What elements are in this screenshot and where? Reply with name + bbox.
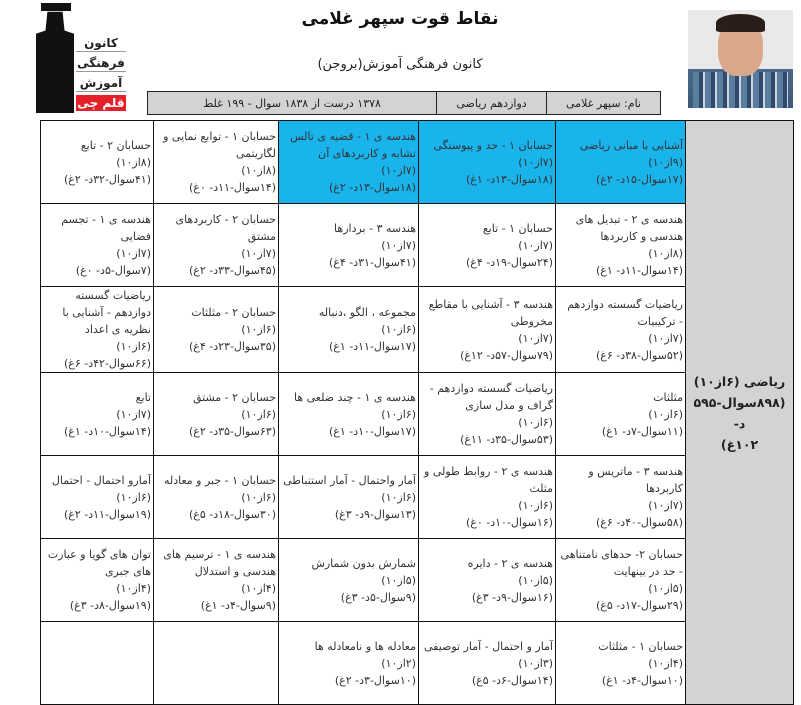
topic-score: (۷از۱۰): [116, 247, 151, 260]
topic-score: (۷از۱۰): [518, 238, 553, 252]
topic-topic: مثلثات: [653, 390, 683, 404]
topic-stats: (۱۶سوال-۱۰د- ۰غ): [465, 516, 553, 529]
topic-score: (۴از۱۰): [648, 656, 683, 670]
student-name: نام: سپهر غلامی: [546, 92, 660, 114]
topic-stats: (۹سوال-۴د- ۱غ): [200, 599, 276, 612]
topic-topic: معادله ها و نامعادله ها: [314, 639, 416, 653]
topic-cell: [154, 287, 279, 373]
topic-topic: ریاضیات گسسته دوازدهم - گراف و مدل سازی: [429, 382, 553, 412]
topic-score: (۸از۱۰): [116, 155, 151, 169]
topic-stats: (۱۴سوال-۶د- ۵غ): [471, 673, 553, 687]
page-title: نقاط قوت سپهر غلامی: [301, 9, 499, 29]
topic-stats: (۱۷سوال-۱۱د- ۱غ): [328, 340, 416, 353]
topic-stats: (۴۵سوال-۳۳د- ۲غ): [188, 264, 276, 277]
student-photo: [688, 10, 793, 108]
topic-topic: هندسه ی ۱ - تجسم فضایی: [61, 213, 151, 243]
topic-score: (۴از۱۰): [116, 582, 151, 595]
topic-score: (۶از۱۰): [518, 416, 553, 429]
topic-score: (۶از۱۰): [241, 323, 276, 336]
topic-score: (۸از۱۰): [648, 247, 683, 260]
table-row: [41, 121, 794, 204]
topic-topic: ریاضیات گسسته دوازدهم - آشنایی با نظریه ی اعداد: [62, 289, 151, 336]
topic-topic: هندسه ۳ - ماتریس و کاربردها: [588, 465, 683, 495]
topic-score: (۶از۱۰): [241, 490, 276, 504]
topic-stats: (۵۸سوال-۴۰د- ۶غ): [595, 516, 683, 529]
topic-score: (۷از۱۰): [116, 407, 151, 421]
topic-cell: [556, 622, 686, 705]
topic-topic: هندسه ی ۲ - تبدیل های هندسی و کاربردها: [575, 213, 683, 243]
table-row: [41, 204, 794, 287]
topic-topic: حسابان ۲- حدهای نامتناهی - حد در بینهایت: [560, 548, 683, 578]
topic-stats: (۳۰سوال-۱۸د- ۵غ): [188, 507, 276, 521]
student-grade: دوازدهم ریاضی: [436, 92, 546, 114]
topic-cell: [419, 121, 556, 204]
topic-cell: [556, 456, 686, 539]
topic-cell: [279, 121, 419, 204]
topic-stats: (۲۴سوال-۱۹د- ۴غ): [465, 255, 553, 269]
topic-score: (۶از۱۰): [381, 407, 416, 421]
topic-topic: آشنایی با مبانی ریاضی: [579, 138, 683, 152]
summary-line1: ریاضی (۶از۱۰): [693, 373, 786, 389]
topic-cell: [154, 539, 279, 622]
topic-topic: حسابان ۲ - مثلثات: [191, 306, 276, 319]
topic-topic: ریاضیات گسسته دوازدهم - ترکیبیات: [567, 297, 683, 328]
topic-cell: [556, 121, 686, 204]
topic-cell: [419, 287, 556, 373]
graduation-cap-icon: [41, 3, 71, 11]
topic-topic: حسابان ۱ - تابع: [482, 221, 553, 235]
topic-stats: (۳۵سوال-۲۳د- ۴غ): [188, 340, 276, 353]
table-row: [41, 287, 794, 373]
topic-cell: [279, 622, 419, 705]
empty-cell: [41, 622, 154, 705]
topic-cell: [419, 539, 556, 622]
kanoon-logo: [36, 3, 126, 113]
topic-score: (۶از۱۰): [241, 407, 276, 421]
topic-stats: (۷۹سوال-۵۷د- ۱۲غ): [460, 348, 553, 362]
topic-topic: هندسه ۳ - بردارها: [334, 221, 416, 235]
topic-stats: (۴۱سوال-۳۱د- ۴غ): [328, 255, 416, 269]
topic-topic: حسابان ۲ - تابع: [80, 138, 151, 152]
topic-topic: هندسه ی ۲ - روابط طولی و مثلث: [424, 465, 553, 495]
topic-cell: [419, 204, 556, 287]
topic-score: (۲از۱۰): [381, 656, 416, 670]
topic-stats: (۱۱سوال-۷د- ۱غ): [601, 424, 683, 438]
topic-topic: حسابان ۲ - کاربردهای مشتق: [175, 213, 276, 243]
topic-score: (۷از۱۰): [648, 499, 683, 512]
topic-cell: [556, 539, 686, 622]
topic-stats: (۶۶سوال-۴۲د- ۶غ): [63, 357, 151, 370]
topic-cell: [556, 204, 686, 287]
topic-topic: توان های گویا و عبارت های جبری: [47, 548, 151, 578]
topic-score: (۶از۱۰): [381, 490, 416, 504]
topic-score: (۵از۱۰): [518, 573, 553, 587]
topic-cell: [419, 456, 556, 539]
topic-cell: [41, 204, 154, 287]
topic-score: (۷از۱۰): [518, 155, 553, 169]
topic-cell: [41, 121, 154, 204]
topic-score: (۷از۱۰): [241, 247, 276, 260]
topic-cell: [41, 287, 154, 373]
topic-score: (۷از۱۰): [518, 331, 553, 345]
table-row: [41, 622, 794, 705]
institution-name: کانون فرهنگی آموزش(بروجن): [317, 57, 483, 72]
topic-topic: حسابان ۱ - جبر و معادله: [163, 473, 276, 487]
topic-cell: [279, 287, 419, 373]
topic-score: (۶از۱۰): [116, 490, 151, 504]
topic-score: (۹از۱۰): [648, 155, 683, 169]
topic-cell: [279, 539, 419, 622]
topic-stats: (۱۰سوال-۳د- ۲غ): [334, 673, 416, 687]
logo-text-3: آموزش: [76, 75, 126, 92]
topic-stats: (۹سوال-۵د- ۳غ): [340, 590, 416, 604]
topic-cell: [556, 287, 686, 373]
topic-topic: هندسه ی ۱ - ترسیم های هندسی و استدلال: [163, 548, 276, 578]
topic-topic: هندسه ۳ - آشنایی با مقاطع مخروطی: [428, 297, 553, 328]
topic-score: (۷از۱۰): [381, 238, 416, 252]
topic-topic: شمارش بدون شمارش: [311, 556, 416, 570]
topic-cell: [419, 622, 556, 705]
empty-cell: [154, 622, 279, 705]
topic-cell: [154, 204, 279, 287]
summary-line2: (۸۹۸سوال-۵۹۵د-: [693, 394, 786, 431]
strengths-table: [40, 120, 794, 705]
topic-cell: [154, 456, 279, 539]
table-row: [41, 539, 794, 622]
topic-stats: (۱۴سوال-۱۰د- ۱غ): [63, 424, 151, 438]
topic-stats: (۱۳سوال-۹د- ۳غ): [334, 507, 416, 521]
topic-cell: [41, 539, 154, 622]
topic-score: (۳از۱۰): [518, 656, 553, 670]
topic-cell: [154, 373, 279, 456]
topic-stats: (۱۶سوال-۹د- ۳غ): [471, 590, 553, 604]
topic-stats: (۱۴سوال-۱۱د- ۱غ): [595, 264, 683, 277]
topic-cell: [279, 373, 419, 456]
topic-score: (۶از۱۰): [648, 407, 683, 421]
table-row: [41, 373, 794, 456]
topic-stats: (۲۹سوال-۱۷د- ۵غ): [595, 599, 683, 612]
topic-score: (۶از۱۰): [518, 499, 553, 512]
topic-stats: (۱۸سوال-۱۳د- ۱غ): [465, 172, 553, 186]
topic-score: (۵از۱۰): [648, 582, 683, 595]
topic-stats: (۷سوال-۵د- ۰غ): [75, 264, 151, 277]
topic-stats: (۱۹سوال-۱۱د- ۲غ): [63, 507, 151, 521]
topic-topic: حسابان ۲ - مشتق: [192, 390, 276, 404]
topic-topic: تابع: [135, 390, 151, 404]
subject-summary: [686, 121, 794, 705]
topic-cell: [556, 373, 686, 456]
topic-topic: حسابان ۱ - مثلثات: [598, 639, 683, 653]
topic-topic: حسابان ۱ - توابع نمایی و لگاریتمی: [163, 130, 276, 160]
topic-score: (۶از۱۰): [381, 323, 416, 336]
topic-stats: (۵۳سوال-۳۵د- ۱۱غ): [460, 433, 553, 446]
topic-topic: آمار واحتمال - آمار استنباطی: [283, 473, 416, 487]
topic-score: (۵از۱۰): [381, 573, 416, 587]
topic-cell: [279, 456, 419, 539]
topic-stats: (۴۱سوال-۳۲د- ۲غ): [63, 172, 151, 186]
graduate-figure-icon: [36, 3, 74, 113]
logo-text-1: کانون: [76, 35, 126, 52]
topic-topic: آمار و احتمال - آمار توصیفی: [423, 639, 553, 653]
topic-stats: (۱۷سوال-۱۵د- ۲غ): [595, 172, 683, 186]
topic-topic: هندسه ی ۱ - چند ضلعی ها: [293, 390, 416, 404]
topic-stats: (۶۳سوال-۳۵د- ۲غ): [188, 424, 276, 438]
topic-score: (۷از۱۰): [381, 164, 416, 177]
summary-line3: ۱۰۲غ): [720, 436, 759, 452]
topic-topic: مجموعه ، الگو ،دنباله: [318, 306, 416, 319]
topic-cell: [41, 456, 154, 539]
topic-stats: (۱۷سوال-۱۰د- ۱غ): [328, 424, 416, 438]
topic-stats: (۱۰سوال-۴د- ۱غ): [601, 673, 683, 687]
overall-stats: ۱۳۷۸ درست از ۱۸۳۸ سوال - ۱۹۹ غلط: [203, 96, 381, 110]
topic-stats: (۵۲سوال-۳۸د- ۶غ): [595, 348, 683, 362]
topic-topic: آمارو احتمال - احتمال: [51, 473, 151, 487]
topic-score: (۴از۱۰): [241, 582, 276, 595]
topic-cell: [419, 373, 556, 456]
topic-stats: (۱۸سوال-۱۳د- ۲غ): [328, 181, 416, 194]
topic-cell: [279, 204, 419, 287]
topic-stats: (۱۹سوال-۸د- ۳غ): [69, 599, 151, 612]
student-info-bar: [147, 91, 661, 115]
topic-cell: [154, 121, 279, 204]
topic-score: (۶از۱۰): [116, 340, 151, 353]
topic-stats: (۱۴سوال-۱۱د- ۰غ): [188, 181, 276, 194]
topic-score: (۸از۱۰): [241, 164, 276, 177]
logo-text-4: قلم چی: [77, 96, 125, 110]
topic-cell: [41, 373, 154, 456]
table-row: [41, 456, 794, 539]
topic-score: (۷از۱۰): [648, 331, 683, 345]
logo-text-2: فرهنگی: [77, 56, 125, 70]
topic-topic: حسابان ۱ - حد و پیوستگی: [433, 138, 553, 152]
topic-topic: هندسه ی ۲ - دایره: [467, 556, 553, 570]
topic-topic: هندسه ی ۱ - قضیه ی تالس تشابه و کاربردهای آن: [290, 130, 416, 160]
